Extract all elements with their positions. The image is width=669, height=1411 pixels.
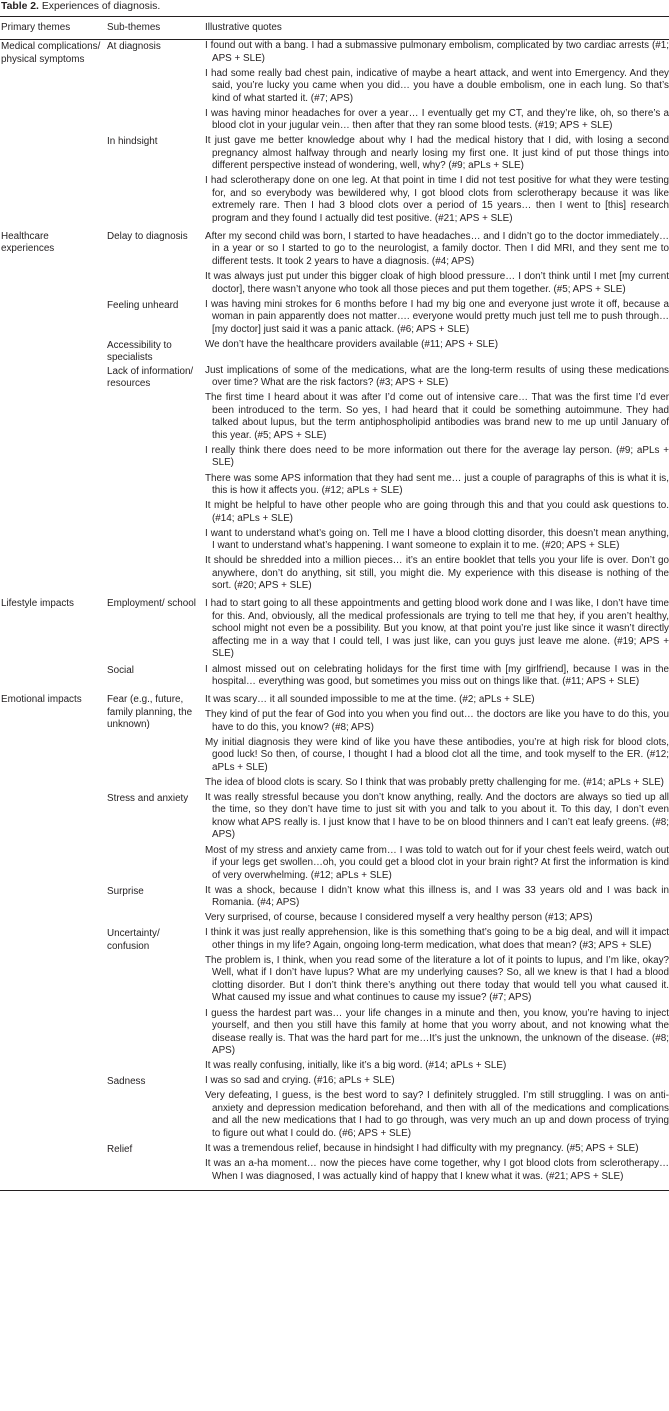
illustrative-quote: It was a shock, because I didn’t know what this illness is, and I was 33 years old and I was back in Romania. (#4; APS) <box>205 884 669 909</box>
illustrative-quote: I think it was just really apprehension, like is this something that’s going to be a big deal, and will it impact other things in my life? Again, ongoing long-term medication, what does that mean? (#3; APS + SLE) <box>205 927 669 951</box>
sub-theme-cell: Relief <box>106 1143 204 1190</box>
table-row <box>0 339 669 365</box>
primary-theme-cell: Healthcare experiences <box>1 230 55 255</box>
quotes-cell <box>204 792 669 885</box>
table-row <box>0 885 669 928</box>
sub-theme-cell: Employment/ school <box>107 598 196 610</box>
quotes-cell <box>204 691 669 792</box>
sub-theme-cell: Uncertainty/ confusion <box>107 928 160 952</box>
quotes-cell <box>204 365 669 596</box>
sub-theme-cell: Accessibility to specialists <box>107 339 172 364</box>
illustrative-quote: The problem is, I think, when you read some of the literature a lot of it points to lupus, and I’m like, okay? Well, what if I don’t have lupus? What are my underlying causes? So, all we knew is that I had a blood clotting disorder. But I don’t think there’s anything out there today that would tell you what caused it. What caused my issue and what continues to cause my issue? (#7; APS) <box>205 954 669 1004</box>
illustrative-quote: I really think there does need to be more information out there for the average lay person. (#9; aPLs + SLE) <box>205 444 669 469</box>
illustrative-quote: It was a tremendous relief, because in hindsight I had difficulty with my pregnancy. (#5; APS + SLE) <box>205 1142 639 1154</box>
primary-theme-cell <box>0 792 106 885</box>
illustrative-quote: I was so sad and crying. (#16; aPLs + SLE) <box>205 1075 395 1087</box>
illustrative-quote: I was having mini strokes for 6 months before I had my big one and everyone just wrote it off, because a woman in pain apparently does not matter…. everyone would pretty much just tell me to push through… [my doctor] just said it was a panic attack. (#6; APS + SLE) <box>205 298 669 335</box>
table-row <box>0 135 669 228</box>
table-caption <box>1 0 160 13</box>
quotes-cell <box>204 927 669 1075</box>
table-caption-label: Table 2. <box>1 1 39 12</box>
quotes-cell <box>204 664 669 692</box>
primary-theme-cell <box>0 365 106 596</box>
primary-theme-cell <box>0 135 106 228</box>
primary-theme-cell <box>0 1143 106 1190</box>
primary-theme-cell: Medical complications/ physical symptoms <box>1 41 101 65</box>
primary-theme-cell <box>0 299 106 339</box>
illustrative-quote: I was having minor headaches for over a year… I eventually get my CT, and they’re like, oh, so there’s a blood clot in your jugular vein… then after that they ran some blood tests. (#19; APS + SLE) <box>205 107 669 132</box>
illustrative-quote: It was scary… it all sounded impossible to me at the time. (#2; aPLs + SLE) <box>205 694 535 706</box>
illustrative-quote: I had sclerotherapy done on one leg. At that point in time I did not test positive for what they were testing for, and so everybody was bewildered why, I got blood clots from sclerotherapy because it was like extremely rare. Then I had 3 blood clots over a period of 15 years… then I went to [this] research program and they found I actually did test positive. (#21; APS + SLE) <box>205 175 669 224</box>
illustrative-quote: The first time I heard about it was after I’d come out of intensive care… That was the first time I’d ever been introduced to the term. So yes, I had heard that it could be something autoimmune. They had talked about lupus, but the term antiphospholipid antibodies was brand new to me up until January of this year. (#5; APS + SLE) <box>205 392 669 441</box>
illustrative-quote: I want to understand what’s going on. Tell me I have a blood clotting disorder, this doesn’t mean anything, I want to understand what’s happening. I want someone to explain it to me. (#20; APS + SLE) <box>205 527 669 552</box>
table-row <box>0 595 669 663</box>
quotes-cell <box>204 1075 669 1143</box>
sub-theme-cell: Feeling unheard <box>107 299 179 311</box>
primary-theme-cell <box>0 664 106 692</box>
illustrative-quote: It should be shredded into a million pieces… it’s an entire booklet that tells you your life is over. Don’t go anywhere, don’t do anything, sit still, you might die. My experience with this disease is nothing of the sort. (#20; APS + SLE) <box>205 555 669 592</box>
table-row <box>0 664 669 692</box>
primary-theme-cell <box>0 885 106 928</box>
illustrative-quote: Just implications of some of the medications, what are the long-term results of using these medications over time? What are the risk factors? (#3; APS + SLE) <box>205 364 669 389</box>
quotes-cell <box>204 299 669 339</box>
quotes-cell <box>204 1143 669 1190</box>
illustrative-quote: They kind of put the fear of God into you when you find out… the doctors are like you have to do this, you have to do this, you know? (#8; APS) <box>205 709 669 733</box>
illustrative-quote: I had some really bad chest pain, indicative of maybe a heart attack, and went into Emergency. And they said, you’re lucky you came when you did… you have a double embolism, one in each lung. So that’s kind of what started it. (#7; APS) <box>205 67 669 104</box>
table-row <box>0 365 669 596</box>
table-row <box>0 792 669 885</box>
quotes-cell <box>204 228 669 299</box>
table-caption-text: Experiences of diagnosis. <box>41 1 161 12</box>
illustrative-quote: My initial diagnosis they were kind of like you have these antibodies, you’re at high risk for blood clots, good luck! So then, of course, I thought I had a blood clot all the time, and took myself to the ER. (#12; aPLs + SLE) <box>205 736 669 773</box>
table-row <box>0 691 669 792</box>
primary-theme-cell <box>0 927 106 1075</box>
quotes-cell <box>204 595 669 663</box>
quotes-cell <box>204 339 669 365</box>
table-row <box>0 1143 669 1190</box>
table-row <box>0 927 669 1075</box>
primary-theme-cell <box>0 1075 106 1143</box>
table-row <box>0 299 669 339</box>
table-row <box>0 228 669 299</box>
illustrative-quote: I almost missed out on celebrating holidays for the first time with [my girlfriend], because I was in the hospital… everything was good, but sometimes you miss out on things like that. (#11; APS + SLE) <box>205 663 669 687</box>
sub-theme-cell: Sadness <box>107 1076 146 1088</box>
header-primary-themes: Primary themes <box>0 17 106 40</box>
illustrative-quote: I had to start going to all these appointments and getting blood work done and I was like, I don’t have time for this. And, obviously, all the medical professionals are trying to tell me that hey, if you aren’t healthy, school might not even be a possibility. But you know, at that point you’re just like since it wasn’t directly affecting me in a way that I could tell, I was just like, can you guys just leave me alone. (#19; APS + SLE) <box>205 598 669 660</box>
sub-theme-cell: Surprise <box>107 885 144 897</box>
illustrative-quote: Very defeating, I guess, is the best word to say? I definitely struggled. I’m still struggling. I was on anti-anxiety and depression medication beforehand, and then with all of the medications and complications and all the new medications that I had to go through, was very much an up and down process of trying to figure out what I could do. (#6; APS + SLE) <box>205 1090 669 1139</box>
illustrative-quote: It was really stressful because you don’t know anything, really. And the doctors are always so tied up all the time, so they don’t have time to just sit with you and talk to you about it. To this day, I don’t even know what APS really is. I just know that I have to be on blood thinners and I can’t eat leafy greens. (#8; APS) <box>205 791 669 841</box>
illustrative-quote: Most of my stress and anxiety came from… I was told to watch out for if your chest feels weird, watch out if your legs get swollen…oh, you could get a blood clot in your brain right? At first the information is kind of very overwhelming. (#12; aPLs + SLE) <box>205 844 669 881</box>
quotes-cell <box>204 40 669 136</box>
illustrative-quote: I guess the hardest part was… your life changes in a minute and then, you know, you’re having to inject yourself, and then you still have this family at home that you worry about, and not knowing what the disease really is. That was the hard part for me…It’s just the unknown, the unknown of the disease. (#8; APS) <box>205 1007 669 1057</box>
illustrative-quote: It was really confusing, initially, like it’s a big word. (#14; aPLs + SLE) <box>205 1060 507 1072</box>
header-illustrative-quotes: Illustrative quotes <box>204 17 669 40</box>
illustrative-quote: The idea of blood clots is scary. So I think that was probably pretty challenging for me. (#14; aPLs + SLE) <box>205 776 664 788</box>
primary-theme-cell <box>0 339 106 365</box>
table-row <box>0 40 669 136</box>
header-sub-themes: Sub-themes <box>106 17 204 40</box>
illustrative-quote: It might be helpful to have other people who are going through this and that you could ask questions to. (#14; aPLs + SLE) <box>205 500 669 524</box>
header-row <box>0 17 669 40</box>
sub-theme-cell: Stress and anxiety <box>107 792 189 804</box>
illustrative-quote: After my second child was born, I started to have headaches… and I didn’t go to the doctor immediately… in a year or so I started to go to the neurologist, a family doctor. Then I did MRI, and they sent me to different tests. It took 2 years to have a diagnosis. (#4; APS) <box>205 230 669 267</box>
primary-theme-cell: Emotional impacts <box>1 694 82 706</box>
sub-theme-cell: Social <box>107 664 134 676</box>
sub-theme-cell: Lack of information/ resources <box>107 365 194 390</box>
illustrative-quote: It was always just put under this bigger cloak of high blood pressure… I don’t think until I met [my current doctor], there wasn’t anyone who took all those pieces and put them together. (#5; APS + SLE) <box>205 271 669 295</box>
sub-theme-cell: At diagnosis <box>107 41 161 52</box>
illustrative-quote: It was an a-ha moment… now the pieces have come together, why I got blood clots from sclerotherapy… When I was diagnosed, I was actually kind of happy that I knew what it was. (#21; APS + SLE) <box>205 1158 669 1182</box>
sub-theme-cell: Fear (e.g., future, family planning, the unknown) <box>107 694 193 731</box>
illustrative-quote: There was some APS information that they had sent me… just a couple of paragraphs of this is what it is, this is how it affects you. (#12; aPLs + SLE) <box>205 472 669 497</box>
illustrative-quote: We don’t have the healthcare providers available (#11; APS + SLE) <box>205 338 499 350</box>
sub-theme-cell: Delay to diagnosis <box>107 230 188 242</box>
table-body <box>0 40 669 1191</box>
quotes-cell <box>204 135 669 228</box>
illustrative-quote: It just gave me better knowledge about why I had the medical history that I did, with losing a second pregnancy almost halfway through and nearly losing my first one. It just kind of put those things into different perspective instead of wondering, well, why? (#9; aPLs + SLE) <box>205 135 669 172</box>
experiences-table <box>0 16 669 1191</box>
illustrative-quote: I found out with a bang. I had a submassive pulmonary embolism, complicated by two cardiac arrests (#1; APS + SLE) <box>205 40 669 64</box>
quotes-cell <box>204 885 669 928</box>
sub-theme-cell: In hindsight <box>107 136 158 148</box>
table-row <box>0 1075 669 1143</box>
primary-theme-cell: Lifestyle impacts <box>1 598 74 610</box>
illustrative-quote: Very surprised, of course, because I considered myself a very healthy person (#13; APS) <box>205 912 593 924</box>
